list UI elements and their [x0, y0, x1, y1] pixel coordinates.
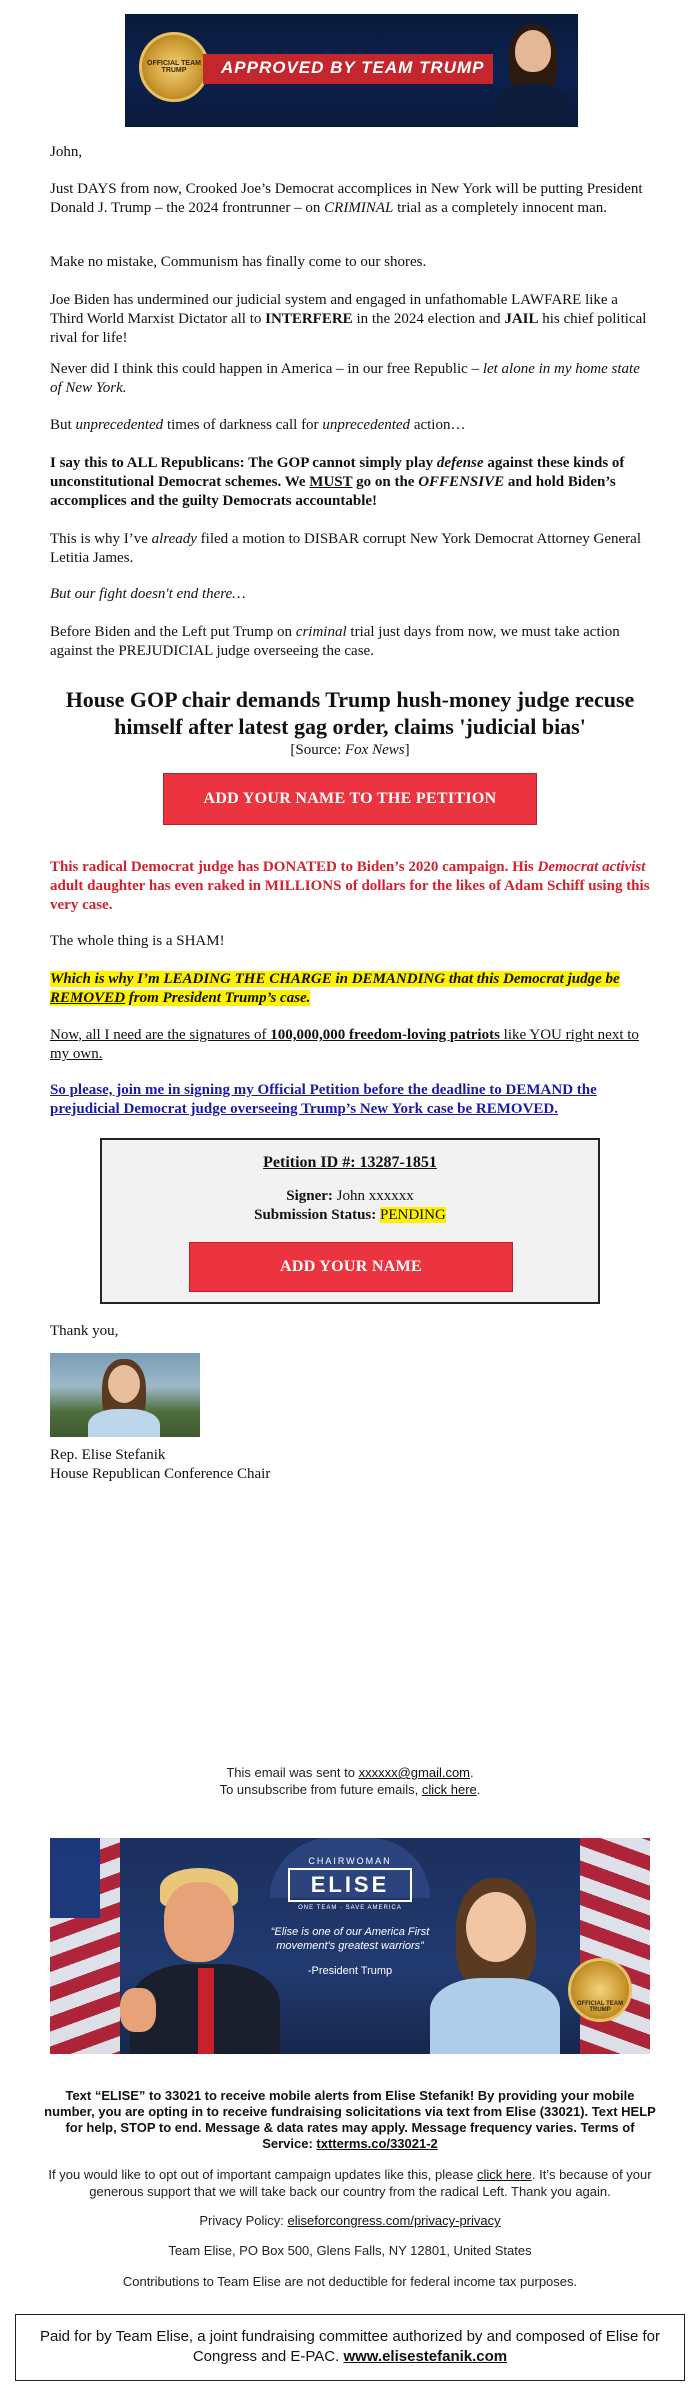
- promo-text: [270, 1844, 430, 1977]
- promo-tagline: ONE TEAM · SAVE AMERICA: [298, 1905, 402, 1911]
- p10-italic: Democrat activist: [537, 859, 646, 875]
- signature-block: [50, 1446, 650, 1484]
- unsubscribe-line: [0, 1781, 700, 1798]
- petition-link[interactable]: So please, join me in signing my Official Petition before the deadline to DEMAND the prejudicial Democrat judge overseeing Trump’s New York case be REMOVED.: [50, 1082, 597, 1117]
- greeting-text: John,: [50, 144, 83, 160]
- contributions-line: Contributions to Team Elise are not deductible for federal income tax purposes.: [122, 2274, 578, 2289]
- paragraph-12: [50, 970, 650, 1008]
- paragraph-7: [50, 530, 650, 568]
- paid-for-text: Paid for by Team Elise, a joint fundraising committee authorized by and composed of Elise for Congress and E-PAC.: [39, 2328, 661, 2365]
- promo-chairwoman: CHAIRWOMAN: [308, 1856, 392, 1866]
- p5-text: But: [50, 417, 76, 433]
- optout-link[interactable]: click here: [476, 2167, 532, 2182]
- p2-text: Make no mistake, Communism has finally come to our shores.: [50, 254, 427, 270]
- p3-bold-interfere: INTERFERE: [265, 311, 353, 327]
- paragraph-11: [50, 932, 650, 951]
- p6-text: I say this to ALL Republicans: The GOP cannot simply play: [50, 455, 437, 471]
- promo-name: ELISE: [288, 1868, 412, 1902]
- p7-italic: already: [151, 531, 197, 547]
- p9-text-end: trial just days from now, we must take action against the PREJUDICIAL judge overseeing the case.: [50, 624, 620, 659]
- p13-underline-now: Now: [50, 1027, 79, 1043]
- p12-underline-removed: REMOVED: [50, 990, 126, 1006]
- signer-value: John xxxxxx: [336, 1188, 414, 1204]
- p8-italic: But our fight doesn't end there…: [50, 586, 246, 602]
- seal-text: OFFICIAL TEAM TRUMP: [147, 60, 201, 74]
- paragraph-5: [50, 416, 650, 435]
- paragraph-10: [50, 858, 650, 915]
- unsubscribe-link[interactable]: click here: [421, 1782, 477, 1797]
- source-suffix: ]: [404, 742, 410, 758]
- banner-text: APPROVED BY TEAM TRUMP: [221, 58, 485, 77]
- p9-italic: criminal: [295, 624, 347, 640]
- p3-text-end: his chief political rival for life!: [50, 311, 647, 346]
- unsub-prefix: To unsubscribe from future emails,: [219, 1782, 422, 1797]
- p4-text: Never did I think this could happen in America – in our free Republic –: [50, 361, 483, 377]
- approved-by-team-trump-banner[interactable]: [125, 14, 578, 127]
- p7-text: This is why I’ve: [50, 531, 152, 547]
- p4-italic: let alone in my home state of New York.: [50, 361, 640, 396]
- p3-text-mid: in the 2024 election and: [352, 311, 505, 327]
- team-trump-seal-icon: [568, 1958, 632, 2022]
- privacy-line: [0, 2212, 700, 2229]
- p5-italic-2: unprecedented: [322, 417, 411, 433]
- us-flag-right: [580, 1838, 650, 2054]
- privacy-label: Privacy Policy:: [199, 2213, 288, 2228]
- email-link[interactable]: xxxxxx@gmail.com: [358, 1765, 471, 1780]
- news-source: [50, 742, 650, 759]
- p12-text-end: from President Trump’s case.: [125, 990, 311, 1006]
- paragraph-3: [50, 291, 650, 348]
- website-link[interactable]: www.elisestefanik.com: [343, 2348, 508, 2365]
- p6-text-mid2: go on the: [352, 474, 419, 490]
- team-trump-seal-icon: [139, 32, 209, 102]
- p1-text: Just DAYS from now, Crooked Joe’s Democrat accomplices in New York will be putting President Donald J. Trump – the 2024 frontrunner – on: [50, 181, 643, 216]
- p7-text-end: filed a motion to DISBAR corrupt New York Democrat Attorney General Letitia James.: [50, 531, 642, 566]
- address-line: Team Elise, PO Box 500, Glens Falls, NY 12801, United States: [168, 2243, 532, 2258]
- source-prefix: [Source:: [290, 742, 345, 758]
- signature-title: House Republican Conference Chair: [50, 1466, 271, 1482]
- sent-to-suffix: .: [470, 1765, 474, 1780]
- p6-italic-defense: defense: [436, 455, 484, 471]
- news-headline: House GOP chair demands Trump hush-money judge recuse himself after latest gag order, claims 'judicial bias': [65, 687, 635, 739]
- signature-name: Rep. Elise Stefanik: [50, 1447, 166, 1463]
- p13-text: , all I need are the signatures of: [78, 1027, 271, 1043]
- paragraph-4: [50, 360, 650, 398]
- elise-portrait: [420, 1878, 570, 2054]
- p9-text: Before Biden and the Left put Trump on: [50, 624, 296, 640]
- sms-text: Text “ELISE” to 33021 to receive mobile alerts from Elise Stefanik! By providing your mobile number, you are opting in to receive fundraising solicitations via text from Elise (33021). Text HELP for help, STOP to end. Message & data rates may apply. Message frequency varies. Terms of Service:: [44, 2088, 656, 2151]
- p10-text: This radical Democrat judge has DONATED to Biden’s 2020 campaign. His: [50, 859, 538, 875]
- privacy-link[interactable]: eliseforcongress.com/privacy-privacy: [287, 2213, 501, 2228]
- signer-label: Signer:: [286, 1188, 333, 1204]
- paragraph-1: [50, 180, 650, 218]
- p1-text-end: trial as a completely innocent man.: [393, 200, 608, 216]
- promo-quote: “Elise is one of our America First movement's greatest warriors”: [270, 1926, 430, 1952]
- banner-strip: [203, 54, 493, 84]
- p12-text: Which is why I’m LEADING THE CHARGE in DEMANDING that this Democrat judge be: [50, 971, 620, 987]
- signer-photo: [50, 1353, 200, 1437]
- sms-disclaimer: [40, 2088, 660, 2152]
- unsub-suffix: .: [476, 1782, 481, 1797]
- closing-text: Thank you,: [50, 1323, 119, 1339]
- paragraph-8: [50, 585, 650, 604]
- paragraph-6: [50, 454, 650, 511]
- add-your-name-button[interactable]: ADD YOUR NAME: [189, 1242, 513, 1292]
- paid-for-disclaimer: [15, 2314, 685, 2381]
- promo-seal-text: OFFICIAL TEAM TRUMP: [576, 2001, 624, 2013]
- p3-text: Joe Biden has undermined our judicial system and engaged in unfathomable LAWFARE like a Third World Marxist Dictator all to: [50, 292, 618, 327]
- optout-prefix: If you would like to opt out of important campaign updates like this, please: [48, 2167, 477, 2182]
- optout-suffix: . It’s because of your generous support that we will take back our country from the radical Left. Thank you again.: [89, 2167, 652, 2199]
- us-flag-left: [50, 1838, 120, 2054]
- status-label: Submission Status:: [254, 1207, 377, 1223]
- status-badge: PENDING: [380, 1207, 446, 1223]
- paragraph-9: [50, 623, 650, 661]
- closing: [50, 1322, 650, 1341]
- paragraph-14: [50, 1081, 650, 1119]
- p6-underline-must: MUST: [309, 474, 353, 490]
- petition-id: Petition ID #: 13287-1851: [263, 1154, 437, 1171]
- sent-to-prefix: This email was sent to: [226, 1765, 359, 1780]
- paragraph-2: [50, 253, 650, 272]
- promo-attribution: -President Trump: [307, 1965, 393, 1977]
- p13-text-end: like YOU right next to my own.: [50, 1027, 639, 1062]
- p5-italic-1: unprecedented: [75, 417, 164, 433]
- chairwoman-elise-promo-image[interactable]: [50, 1838, 650, 2054]
- p1-italic: CRIMINAL: [324, 200, 394, 216]
- trump-portrait: [120, 1868, 280, 2054]
- optout-line: [40, 2166, 660, 2200]
- p13-bold-patriots: 100,000,000 freedom-loving patriots: [270, 1027, 500, 1043]
- p6-italic-offensive: OFFENSIVE: [418, 474, 505, 490]
- p5-text-end: action…: [410, 417, 466, 433]
- petition-box: [100, 1138, 600, 1304]
- add-name-petition-button[interactable]: ADD YOUR NAME TO THE PETITION: [163, 773, 537, 825]
- p6-text-mid: against these kinds of unconstitutional Democrat schemes. We: [50, 455, 625, 490]
- status-line: [102, 1207, 598, 1224]
- p6-text-end: and hold Biden’s accomplices and the guilty Democrats accountable!: [50, 474, 616, 509]
- p11-text: The whole thing is a SHAM!: [50, 933, 225, 949]
- source-name: Fox News: [345, 742, 405, 758]
- sent-to-line: [0, 1764, 700, 1781]
- greeting: [50, 143, 650, 162]
- p10-text-end: adult daughter has even raked in MILLIONS of dollars for the likes of Adam Schiff using this very case.: [50, 878, 650, 913]
- p5-text-mid: times of darkness call for: [163, 417, 323, 433]
- stefanik-portrait: [493, 22, 573, 127]
- sms-terms-link[interactable]: txtterms.co/33021-2: [316, 2136, 438, 2151]
- paragraph-13: [50, 1026, 650, 1064]
- p3-bold-jail: JAIL: [504, 311, 539, 327]
- signer-line: [102, 1188, 598, 1205]
